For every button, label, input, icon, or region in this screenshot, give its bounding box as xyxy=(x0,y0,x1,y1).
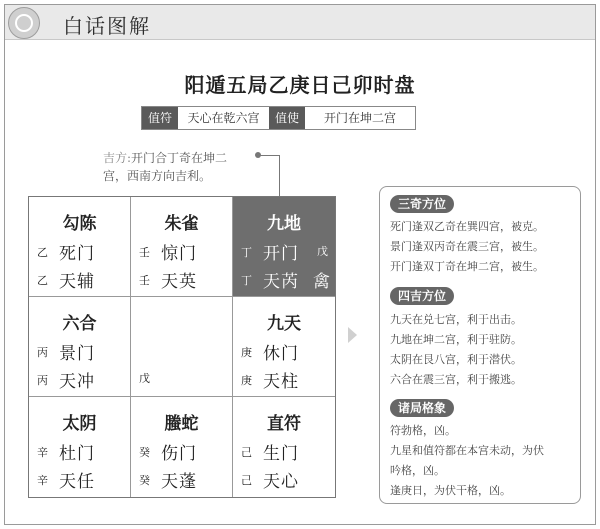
center-line xyxy=(139,367,161,387)
god-label: 六合 xyxy=(62,314,97,334)
god-label: 螣蛇 xyxy=(164,414,199,434)
geju-line-2: 九星和值符都在本宫未动，为伏 xyxy=(390,444,544,457)
star: 天心 xyxy=(263,472,299,492)
logo-ring xyxy=(15,14,33,32)
door: 惊门 xyxy=(161,244,197,264)
stem: 辛 xyxy=(37,445,48,459)
geju-line-3: 吟格，凶。 xyxy=(390,464,445,477)
god-label: 九地 xyxy=(267,214,301,234)
note-line1: 开门合丁奇在坤二 xyxy=(131,151,228,165)
stem: 戊 xyxy=(139,371,150,385)
stem: 己 xyxy=(241,473,252,487)
qin-star: 禽 xyxy=(313,272,330,292)
door-line xyxy=(37,439,95,464)
sanqi-line-2: 景门逢双丙奇在震三宫，被生。 xyxy=(390,240,544,253)
door-line xyxy=(37,239,95,264)
star-line xyxy=(37,267,95,292)
palace-gen xyxy=(29,397,131,497)
geju-line-4: 逢庚日，为伏干格，凶。 xyxy=(390,484,511,497)
logo-icon xyxy=(8,7,40,39)
star-line xyxy=(241,367,299,392)
palace-kun xyxy=(233,197,335,297)
leader-line xyxy=(259,155,280,201)
stem: 庚 xyxy=(241,345,252,359)
palace-qian xyxy=(233,397,335,497)
sanqi-line-3: 开门逢双丁奇在坤二宫，被生。 xyxy=(390,260,544,273)
palace-xun xyxy=(29,197,131,297)
zhishi-label: 值使 xyxy=(269,107,305,129)
note-label: 吉方: xyxy=(103,151,132,165)
god-label: 九天 xyxy=(267,314,301,334)
zhishi-value: 开门在坤二宫 xyxy=(305,107,415,129)
star-line xyxy=(241,467,299,492)
stem: 壬 xyxy=(139,245,150,259)
star-line xyxy=(241,267,299,292)
header-title: 白话图解 xyxy=(63,14,151,38)
god-label: 勾陈 xyxy=(62,214,97,234)
section-title-sanqi: 三奇方位 xyxy=(390,195,454,213)
siji-line-3: 太阴在艮八宫，利于潜伏。 xyxy=(390,353,522,366)
stem: 乙 xyxy=(37,245,48,259)
door-line xyxy=(241,239,299,264)
stem: 丁 xyxy=(241,273,252,287)
door-line xyxy=(37,339,95,364)
stem: 壬 xyxy=(139,273,150,287)
zhi-row xyxy=(141,106,416,130)
god-label: 太阴 xyxy=(62,414,97,434)
geju-line-1: 符勃格，凶。 xyxy=(390,424,456,437)
qimen-grid xyxy=(28,196,336,498)
star: 天任 xyxy=(59,472,95,492)
star: 天柱 xyxy=(263,372,299,392)
stem: 辛 xyxy=(37,473,48,487)
siji-line-4: 六合在震三宫，利于搬逃。 xyxy=(390,373,522,386)
zhifu-value: 天心在乾六宫 xyxy=(178,107,269,129)
note-line2: 宫，西南方向吉利。 xyxy=(103,169,212,183)
star: 天英 xyxy=(161,272,197,292)
stem: 己 xyxy=(241,445,252,459)
door: 休门 xyxy=(263,344,299,364)
stem: 丙 xyxy=(37,373,48,387)
star-line xyxy=(37,367,95,392)
stem: 丙 xyxy=(37,345,48,359)
door-line xyxy=(139,239,197,264)
stem: 丁 xyxy=(241,245,252,259)
analysis-panel xyxy=(379,186,581,504)
door: 死门 xyxy=(59,244,95,264)
chart-title: 阳遁五局乙庚日己卯时盘 xyxy=(184,73,416,97)
door: 开门 xyxy=(263,244,299,264)
door: 伤门 xyxy=(161,444,197,464)
siji-line-2: 九地在坤二宫，利于驻防。 xyxy=(390,333,522,346)
page-frame xyxy=(4,4,596,525)
door-line xyxy=(139,439,197,464)
header-bar xyxy=(5,5,595,40)
siji-line-1: 九天在兑七宫，利于出击。 xyxy=(390,313,522,326)
star: 天蓬 xyxy=(161,472,197,492)
extra-stem: 戊 xyxy=(317,245,328,258)
auspicious-note xyxy=(103,149,263,185)
god-label: 直符 xyxy=(267,414,301,434)
section-title-siji: 四吉方位 xyxy=(390,287,454,305)
palace-li xyxy=(131,197,233,297)
sanqi-line-1: 死门逢双乙奇在巽四宫，被克。 xyxy=(390,220,544,233)
door-line xyxy=(241,339,299,364)
door-line xyxy=(241,439,299,464)
star-line xyxy=(37,467,95,492)
star-line xyxy=(139,467,197,492)
arrow-right-icon xyxy=(348,327,357,343)
palace-center xyxy=(131,297,233,397)
star-line xyxy=(139,267,197,292)
stem: 庚 xyxy=(241,373,252,387)
section-title-geju: 诸局格象 xyxy=(390,399,454,417)
star: 天芮 xyxy=(263,272,299,292)
stem: 癸 xyxy=(139,445,150,459)
god-label: 朱雀 xyxy=(164,214,199,234)
stem: 乙 xyxy=(37,273,48,287)
door: 生门 xyxy=(263,444,299,464)
star: 天辅 xyxy=(59,272,95,292)
zhifu-label: 值符 xyxy=(142,107,178,129)
palace-zhen xyxy=(29,297,131,397)
star: 天冲 xyxy=(59,372,95,392)
stem: 癸 xyxy=(139,473,150,487)
palace-dui xyxy=(233,297,335,397)
door: 杜门 xyxy=(59,444,95,464)
palace-kan xyxy=(131,397,233,497)
door: 景门 xyxy=(59,344,95,364)
